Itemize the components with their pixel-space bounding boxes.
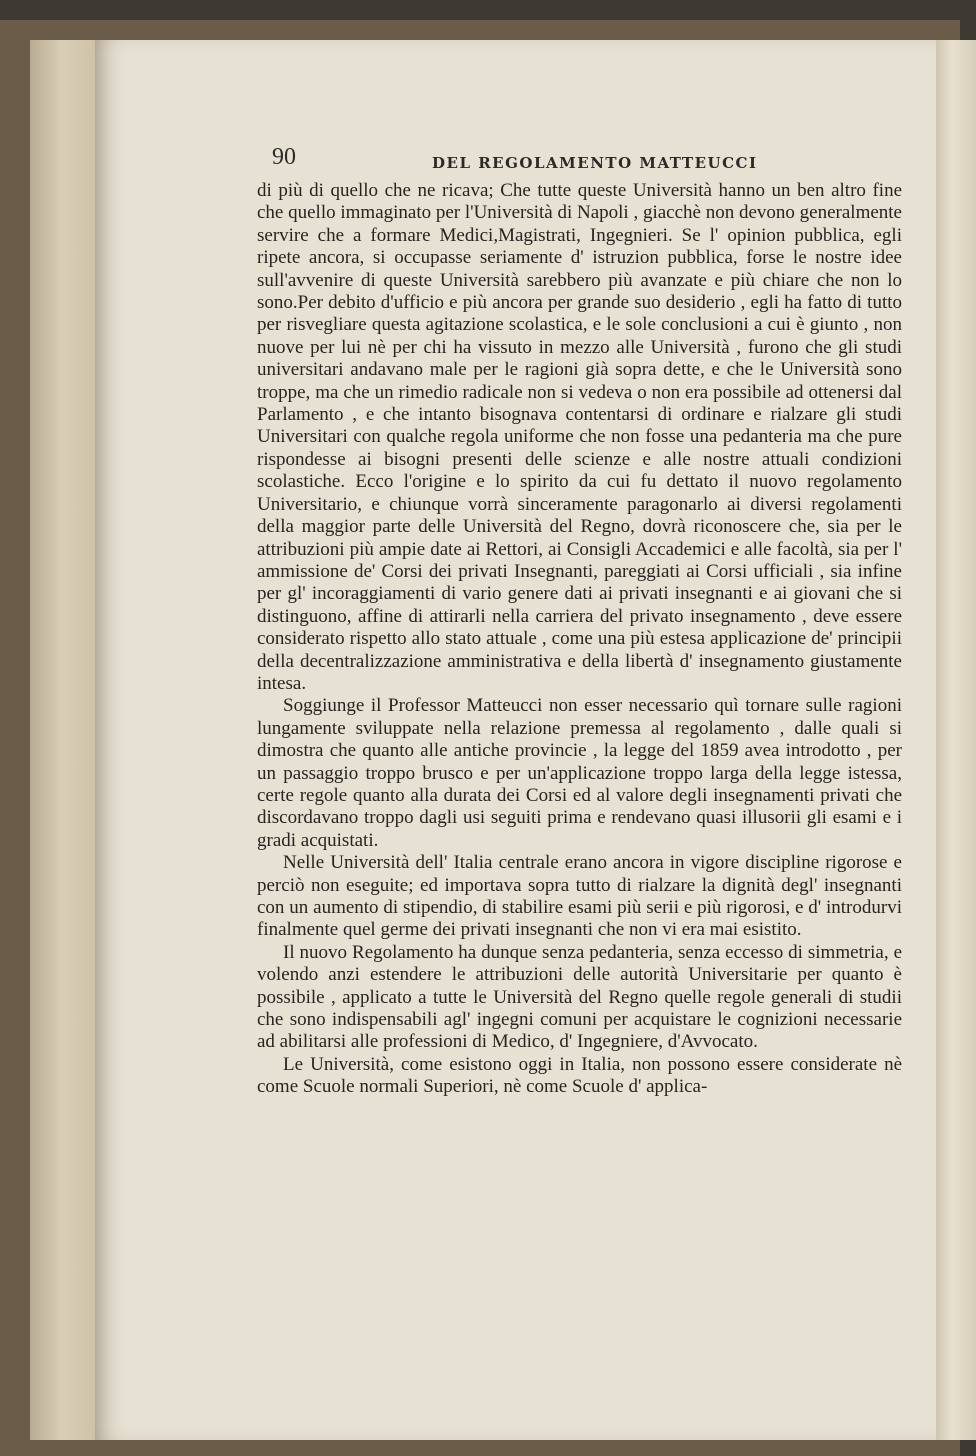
paragraph: Soggiunge il Professor Matteucci non esser necessario quì tornare sulle ragioni lungamente sviluppate nella relazione premessa al regolamento , dalle quali si dimostra che quanto alle antiche provincie , la legge del 1859 avea introdotto , per un passaggio troppo brusco e per un'applicazione troppo larga della legge istessa, certe regole quanto alla durata dei Corsi ed al valore degli insegnamenti privati che discordavano troppo dagli usi seguiti prima e rendevano quasi illusorii gli esami e i gradi acquistati. bbox=[257, 695, 902, 851]
running-head bbox=[272, 144, 912, 176]
paragraph: Il nuovo Regolamento ha dunque senza pedanteria, senza eccesso di simmetria, e volendo anzi estendere le attribuzioni delle autorità Universitarie per quanto è possibile , applicato a tutte le Università del Regno quelle regole generali di studii che sono indispensabili agl' ingegni comuni per acquistare le cognizioni necessarie ad abilitarsi alle professioni di Medico, d' Ingegniere, d'Avvocato. bbox=[257, 941, 902, 1053]
page-number: 90 bbox=[272, 144, 296, 170]
body-text bbox=[257, 180, 902, 1099]
paragraph: Nelle Università dell' Italia centrale erano ancora in vigore discipline rigorose e perciò non eseguite; ed importava sopra tutto di rialzare la dignità degl' insegnanti con un aumento di stipendio, di stabilire esami più serii e più rigorosi, e d' introdurvi finalmente quel germe dei privati insegnanti che non vi era mai esistito. bbox=[257, 852, 902, 941]
paragraph: Le Università, come esistono oggi in Italia, non possono essere considerate nè come Scuole normali Superiori, nè come Scuole d' applica- bbox=[257, 1053, 902, 1098]
running-title: DEL REGOLAMENTO MATTEUCCI bbox=[432, 154, 758, 172]
paragraph: di più di quello che ne ricava; Che tutte queste Università hanno un ben altro fine che quello immaginato per l'Università di Napoli , giacchè non devono generalmente servire che a formare Medici,Magistrati, Ingegnieri. Se l' opinion pubblica, egli ripete ancora, si occupasse seriamente d' istruzion pubblica, forse le nostre idee sull'avvenire di queste Università sarebbero più avanzate e più chiare che non lo sono.Per debito d'ufficio e più ancora per grande suo desiderio , egli ha fatto di tutto per risvegliare questa agitazione scolastica, e le sole conclusioni a cui è giunto , non nuove per lui nè per chi ha vissuto in mezzo alle Università , furono che gli studi universitari andavano male per le ragioni già sopra dette, e che le Università sono troppe, ma che un rimedio radicale non si vedeva o non era possibile ad ottenersi dal Parlamento , e che intanto bisognava contentarsi di ordinare e rialzare gli studi Universitari con qualche regola uniforme che non fosse una pedanteria ma che pure rispondesse ai bisogni presenti delle scienze e alle nostre attuali condizioni scolastiche. Ecco l'origine e lo spirito da cui fu dettato il nuovo regolamento Universitario, e chiunque vorrà sinceramente paragonarlo ai diversi regolamenti della maggior parte delle Università del Regno, dovrà riconoscere che, sia per le attribuzioni più ampie date ai Rettori, ai Consigli Accademici e alle facoltà, sia per l' ammissione de' Corsi dei privati Insegnanti, pareggiati ai Corsi ufficiali , sia infine per gl' incoraggiamenti di vario genere dati ai privati insegnanti e ai giovani che si distinguono, affine di attirarli nella carriera del privato insegnamento , deve essere considerato rispetto allo stato attuale , come una più estesa applicazione de' principii della decentralizzazione amministrativa e della libertà d' insegnamento giustamente intesa. bbox=[257, 180, 902, 694]
page-edge bbox=[936, 40, 976, 1440]
